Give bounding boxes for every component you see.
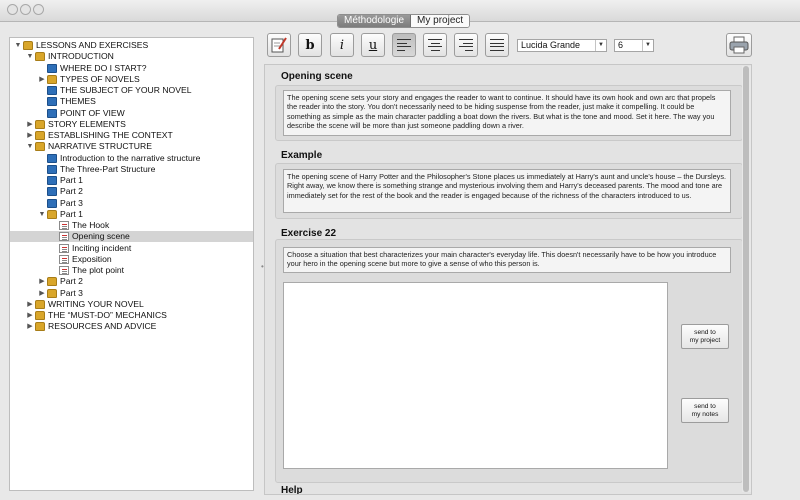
folder-icon: [23, 41, 33, 50]
tree-item[interactable]: [10, 40, 253, 51]
tree-item[interactable]: [10, 51, 253, 62]
tree-item-label: The Three-Part Structure: [60, 163, 156, 174]
tree-item-label: LESSONS AND EXERCISES: [36, 40, 149, 50]
tree-item-label: STORY ELEMENTS: [48, 118, 126, 129]
align-center-button[interactable]: [423, 33, 447, 57]
tree-item[interactable]: [10, 231, 253, 242]
send-to-project-line1: send to: [694, 328, 716, 336]
tree-item[interactable]: [10, 265, 253, 276]
tree-item[interactable]: [10, 243, 253, 254]
align-right-button[interactable]: [454, 33, 478, 57]
tree-item-label: The Hook: [72, 220, 110, 230]
tab-methodologie[interactable]: Méthodologie: [338, 15, 411, 27]
exercise-text: Choose a situation that best characterizes your main character's everyday life. This doesn't necessarily have to be how you introduce your hero in the opening scene but more to give a sense of who this person is.: [283, 247, 731, 273]
send-to-notes-button[interactable]: [681, 398, 729, 423]
tree-item[interactable]: [10, 310, 253, 321]
send-to-notes-line2: my notes: [691, 410, 719, 418]
document-icon: [59, 244, 69, 253]
folder-icon: [35, 322, 45, 331]
font-family-select[interactable]: [517, 39, 607, 52]
tree-item-label: Part 3: [60, 287, 83, 298]
document-icon: [59, 266, 69, 275]
tree-item-label: Opening scene: [72, 231, 130, 242]
send-to-notes-label: [692, 403, 719, 419]
book-icon: [47, 64, 57, 73]
book-icon: [47, 176, 57, 185]
book-icon: [47, 187, 57, 196]
tree-item-label: Part 3: [60, 197, 83, 208]
tree-item[interactable]: [10, 74, 253, 85]
tree-item-label: NARRATIVE STRUCTURE: [48, 141, 152, 152]
italic-label: i: [339, 37, 345, 53]
tree-item[interactable]: [10, 299, 253, 310]
folder-icon: [47, 277, 57, 286]
italic-button[interactable]: [330, 33, 354, 57]
exercise-answer-editor[interactable]: [283, 282, 668, 469]
tree-item-label: WRITING YOUR NOVEL: [48, 298, 144, 309]
tree-item-label: THE SUBJECT OF YOUR NOVEL: [60, 85, 192, 95]
tree-item-label: The plot point: [72, 265, 125, 275]
view-tabs: [337, 14, 470, 28]
disclosure-open-icon[interactable]: ▼: [26, 53, 34, 61]
tree-item-label: THEMES: [60, 96, 96, 107]
exercise-title: Exercise 22: [281, 228, 337, 239]
folder-icon: [35, 131, 45, 140]
disclosure-open-icon[interactable]: ▼: [14, 42, 22, 49]
align-left-button[interactable]: [392, 33, 416, 57]
align-center-icon: [428, 39, 442, 51]
document-icon: [59, 221, 69, 230]
send-to-notes-line1: send to: [694, 402, 716, 410]
disclosure-closed-icon[interactable]: ▶: [27, 132, 33, 139]
print-button[interactable]: [726, 33, 752, 57]
tree-item[interactable]: [10, 209, 253, 220]
tree-item[interactable]: [10, 96, 253, 107]
tree-item-label: RESOURCES AND ADVICE: [48, 321, 157, 332]
disclosure-closed-icon[interactable]: ▶: [39, 289, 45, 297]
send-to-project-button[interactable]: [681, 324, 729, 349]
tree-item[interactable]: [10, 164, 253, 175]
zoom-window-button[interactable]: [33, 4, 44, 15]
tree-item[interactable]: [10, 108, 253, 119]
folder-icon: [35, 120, 45, 129]
send-to-project-line2: my project: [689, 336, 721, 344]
disclosure-closed-icon[interactable]: ▶: [27, 323, 33, 331]
book-icon: [47, 109, 57, 118]
tree-item[interactable]: [10, 141, 253, 152]
tree-item-label: Part 2: [60, 276, 83, 287]
align-left-icon: [397, 39, 411, 51]
tree-item[interactable]: [10, 254, 253, 265]
tree-item[interactable]: [10, 119, 253, 130]
disclosure-open-icon[interactable]: ▼: [26, 143, 34, 151]
book-icon: [47, 86, 57, 95]
folder-icon: [47, 75, 57, 84]
folder-icon: [35, 311, 45, 320]
disclosure-closed-icon[interactable]: ▶: [27, 120, 33, 128]
font-family-value: Lucida Grande: [521, 40, 581, 50]
folder-icon: [47, 210, 57, 219]
tree-item-label: WHERE DO I START?: [60, 62, 147, 73]
underline-label: u: [368, 37, 378, 53]
lesson-tree: [9, 37, 254, 491]
minimize-window-button[interactable]: [20, 4, 31, 15]
tree-item-label: INTRODUCTION: [48, 51, 114, 62]
lesson-content: [264, 64, 752, 495]
printer-icon: [729, 36, 749, 54]
tree-item-label: Part 1: [60, 208, 83, 219]
help-title: Help: [281, 485, 303, 495]
tree-item[interactable]: [10, 153, 253, 164]
book-icon: [47, 154, 57, 163]
disclosure-open-icon[interactable]: ▼: [38, 210, 46, 218]
font-size-select[interactable]: [614, 39, 654, 52]
tree-item-label: Introduction to the narrative structure: [60, 152, 201, 163]
folder-icon: [35, 142, 45, 151]
disclosure-closed-icon[interactable]: ▶: [39, 278, 45, 286]
tree-item[interactable]: [10, 85, 253, 96]
tree-item-label: POINT OF VIEW: [60, 107, 125, 118]
chevron-down-icon: ▼: [642, 40, 653, 51]
justify-button[interactable]: [485, 33, 509, 57]
tree-item[interactable]: [10, 198, 253, 209]
content-scrollbar[interactable]: [742, 66, 751, 492]
send-to-project-label: [690, 329, 720, 345]
folder-icon: [35, 300, 45, 309]
tree-item-label: ESTABLISHING THE CONTEXT: [48, 130, 173, 140]
tree-item[interactable]: [10, 186, 253, 197]
tree-item[interactable]: [10, 321, 253, 332]
book-icon: [47, 97, 57, 106]
tab-my-project[interactable]: My project: [411, 15, 469, 27]
tree-item[interactable]: [10, 63, 253, 74]
document-icon: [59, 232, 69, 241]
tree-item-label: Part 2: [60, 186, 83, 197]
font-size-value: 6: [618, 40, 624, 50]
tree-item-label: Inciting incident: [72, 242, 132, 253]
opening-scene-title: Opening scene: [281, 71, 353, 82]
disclosure-closed-icon[interactable]: ▶: [39, 75, 45, 83]
bold-button[interactable]: [298, 33, 322, 57]
folder-icon: [35, 52, 45, 61]
tree-item-label: THE “MUST-DO” MECHANICS: [48, 310, 167, 320]
tree-item-label: Exposition: [72, 253, 112, 264]
disclosure-closed-icon[interactable]: ▶: [27, 300, 33, 308]
book-icon: [47, 165, 57, 174]
underline-button[interactable]: [361, 33, 385, 57]
bold-label: b: [305, 37, 315, 53]
tree-item-label: Part 1: [60, 175, 83, 185]
tree-item[interactable]: [10, 276, 253, 287]
tree-item[interactable]: [10, 288, 253, 299]
document-icon: [59, 255, 69, 264]
book-icon: [47, 199, 57, 208]
pen-paper-icon: [270, 36, 288, 54]
example-title: Example: [281, 150, 323, 161]
example-text: The opening scene of Harry Potter and the Philosopher's Stone places us immediately at Harry's aunt and uncle's house – the Dursleys. Right away, we know there is something strange and mysterious involving them and Harry's deceased parents. The mood and tone are immediately set for the rest of the book and the reader is engaged because of the richness of the characters introduced to us.: [283, 169, 731, 213]
opening-scene-text: The opening scene sets your story and engages the reader to want to continue. It should have its own hook and own arc that propels the reader into the story. You don't necessarily need to be hiding suspense from the reader, just make it compelling. It could be something as simple as the main character paddling a boat down the rivers. But what is the tone and mood. Set it here. The way you describe the scene will be more than just someone paddling down a river.: [283, 90, 731, 136]
edit-button[interactable]: [267, 33, 291, 57]
tree-item-label: TYPES OF NOVELS: [60, 73, 140, 84]
tree-item[interactable]: [10, 220, 253, 231]
align-right-icon: [459, 39, 473, 51]
chevron-down-icon: ▼: [595, 40, 606, 51]
tree-item[interactable]: [10, 175, 253, 186]
tree-item[interactable]: [10, 130, 253, 141]
splitter-handle[interactable]: •: [261, 262, 264, 271]
disclosure-closed-icon[interactable]: ▶: [27, 312, 33, 319]
justify-icon: [490, 39, 504, 51]
scrollbar-thumb[interactable]: [743, 66, 749, 492]
folder-icon: [47, 289, 57, 298]
close-window-button[interactable]: [7, 4, 18, 15]
